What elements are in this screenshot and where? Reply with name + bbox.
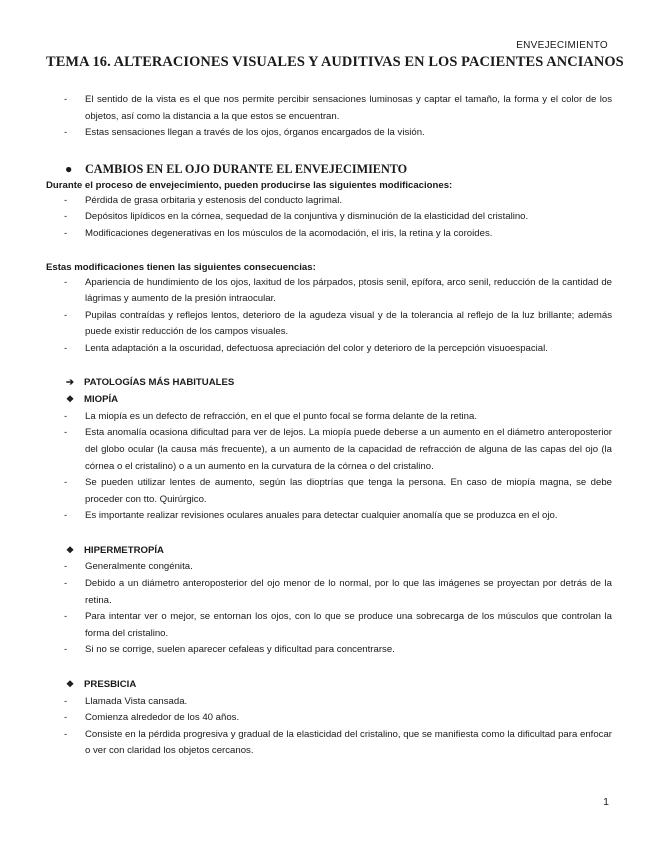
list-item: - Estas sensaciones llegan a través de los ojos, órganos encargados de la visión. <box>64 127 425 139</box>
list-item: - Esta anomalía ocasiona dificultad para ver de lejos. La miopía puede deberse a un aumento en el diámetro anteroposterior del globo ocular (la causa más frecuente), a un aumento de la capacidad de refracción de alguna de las capas del ojo (la córnea o el cristalino) o a un aumento en la curvatura de la córnea o del cristalino. <box>64 427 612 472</box>
list-item: - El sentido de la vista es el que nos permite percibir sensaciones luminosas y captar el tamaño, la forma y el color de los objetos, así como la distancia a la que estos se encuentran. <box>64 94 612 122</box>
section-lead: Durante el proceso de envejecimiento, pueden producirse las siguientes modificaciones: <box>46 179 453 191</box>
list-item: - Apariencia de hundimiento de los ojos, laxitud de los párpados, ptosis senil, epífora, arco senil, reducción de la cantidad de lágrimas y aumento de la presión intraocular. <box>64 276 612 305</box>
list-item: - Para intentar ver o mejor, se entornan los ojos, con lo que se produce una sobrecarga de los músculos que controlan la forma del cristalino. <box>64 611 612 639</box>
list-item: - Llamada Vista cansada. <box>64 695 188 707</box>
consequences-list <box>46 275 612 358</box>
page-number: 1 <box>603 796 609 808</box>
consequences-lead: Estas modificaciones tienen las siguientes consecuencias: <box>46 261 316 273</box>
list-item: - La miopía es un defecto de refracción, en el que el punto focal se forma delante de la retina. <box>64 410 477 422</box>
list-item: - Es importante realizar revisiones oculares anuales para detectar cualquier anomalía que se produzca en el ojo. <box>64 510 558 522</box>
pathologies-heading: ➔ PATOLOGÍAS MÁS HABITUALES <box>46 375 612 392</box>
list-item: - Depósitos lipídicos en la córnea, sequedad de la conjuntiva y disminución de la elasticidad del cristalino. <box>64 211 529 223</box>
presbicia-heading: ❖ PRESBICIA <box>46 676 612 694</box>
list-item: - Si no se corrige, suelen aparecer cefaleas y dificultad para concentrarse. <box>64 644 395 656</box>
list-item: - Se pueden utilizar lentes de aumento, según las dioptrías que tenga la persona. En caso de miopía magna, se debe proceder con tto. Quirúrgico. <box>64 477 612 505</box>
bullet-dot-icon: ● <box>65 161 73 176</box>
list-item: - Pérdida de grasa orbitaria y estenosis del conducto lagrimal. <box>64 194 343 206</box>
intro-list <box>46 92 612 142</box>
diamond-bullet-icon: ❖ <box>66 544 75 555</box>
document-body <box>46 92 612 760</box>
presbicia-list <box>46 694 612 760</box>
miopia-list <box>46 409 612 525</box>
list-item: - Pupilas contraídas y reflejos lentos, deterioro de la agudeza visual y de la tolerancia al reflejo de la luz brillante; además puede existir reducción de los campos visuales. <box>64 309 612 338</box>
list-item: - Consiste en la pérdida progresiva y gradual de la elasticidad del cristalino, que se manifiesta como la dificultad para enfocar o ver con claridad los objetos cercanos. <box>64 728 612 757</box>
hipermetropia-heading: ❖ HIPERMETROPÍA <box>46 542 612 560</box>
hipermetropia-list <box>46 559 612 659</box>
page-title: TEMA 16. ALTERACIONES VISUALES Y AUDITIVAS EN LOS PACIENTES ANCIANOS <box>46 54 624 70</box>
list-item: - Comienza alrededor de los 40 años. <box>64 712 240 724</box>
miopia-heading: ❖ MIOPÍA <box>46 391 612 409</box>
modifications-list <box>46 193 612 243</box>
running-header: ENVEJECIMIENTO <box>516 40 608 51</box>
diamond-bullet-icon: ❖ <box>66 394 75 405</box>
arrow-right-icon: ➔ <box>66 376 75 388</box>
list-item: - Lenta adaptación a la oscuridad, defectuosa apreciación del color y deterioro de la percepción visuoespacial. <box>64 342 548 354</box>
list-item: - Generalmente congénita. <box>64 561 193 573</box>
section-heading-cambios: ● CAMBIOS EN EL OJO DURANTE EL ENVEJECIMIENTO <box>65 161 408 176</box>
list-item: - Modificaciones degenerativas en los músculos de la acomodación, el iris, la retina y la coroides. <box>64 227 493 239</box>
list-item: - Debido a un diámetro anteroposterior del ojo menor de lo normal, por lo que las imágenes se proyectan por detrás de la retina. <box>64 578 612 606</box>
diamond-bullet-icon: ❖ <box>66 679 75 690</box>
